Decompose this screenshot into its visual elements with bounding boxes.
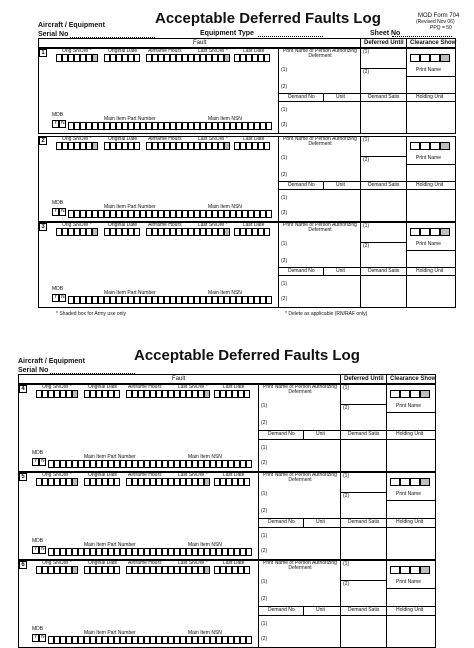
demand-1: (1) — [261, 532, 268, 539]
clearance-box[interactable] — [420, 142, 430, 150]
auth-1: (1) — [281, 67, 288, 73]
airframe-hours-label: Airframe Hours — [148, 136, 182, 142]
original-date-label: Original Date — [108, 222, 138, 228]
clearance-box[interactable] — [420, 478, 430, 486]
print-name-authorizing-label: Print Name of Person Authorizing Deferment — [283, 222, 357, 233]
last-date-label: Last Date — [243, 136, 265, 142]
demand-no-label: Demand No — [288, 181, 315, 188]
last-date-label: Last Date — [223, 472, 245, 478]
mdb-n: N — [41, 546, 45, 552]
print-name-label: Print Name — [416, 67, 442, 73]
clearance-box[interactable] — [390, 566, 400, 574]
last-snow-box[interactable] — [204, 478, 210, 486]
mdb-label: MDB — [52, 200, 64, 206]
deferred-1: (1) — [343, 473, 350, 479]
demand-satis-label: Demand Satis — [368, 93, 400, 100]
serial-no-label: Serial No — [38, 31, 69, 38]
clearance-box[interactable] — [410, 566, 420, 574]
equipment-type-label: Equipment Type — [200, 30, 254, 37]
unit-label: Unit — [336, 181, 345, 188]
demand-1: (1) — [281, 195, 288, 202]
main-nsn-label: Main Item NSN — [188, 542, 222, 548]
demand-satis-label: Demand Satis — [348, 518, 380, 525]
airframe-hours-label: Airframe Hours — [148, 48, 182, 54]
holding-unit-label: Holding Unit — [396, 430, 424, 437]
sheet-no-label: Sheet No — [370, 30, 401, 37]
main-part-number-label: Main Item Part Number — [104, 116, 156, 122]
clearance-box[interactable] — [410, 228, 420, 236]
orig-snow-box[interactable] — [72, 566, 78, 574]
holding-unit-label: Holding Unit — [396, 518, 424, 525]
deferred-2: (2) — [363, 157, 370, 163]
demand-1: (1) — [261, 620, 268, 627]
original-date-label: Original Date — [88, 384, 118, 390]
last-date-label: Last Date — [243, 48, 265, 54]
orig-snow-label: Orig SNOW * — [62, 222, 92, 228]
demand-1: (1) — [281, 107, 288, 114]
airframe-hours-label: Airframe Hours — [128, 560, 162, 566]
deferred-1: (1) — [363, 49, 370, 55]
last-date-box[interactable] — [244, 478, 250, 486]
last-snow-box[interactable] — [224, 54, 230, 62]
mdb-label: MDB — [32, 450, 44, 456]
mdb-label: MDB — [32, 626, 44, 632]
entry-number: 1 — [39, 49, 47, 57]
last-date-box[interactable] — [244, 390, 250, 398]
airframe-hours-label: Airframe Hours — [128, 472, 162, 478]
print-name-authorizing-label: Print Name of Person Authorizing Deferment — [263, 384, 337, 395]
footnote-delete: * Delete as applicable (RN/RAF only) — [285, 311, 368, 317]
main-part-number-label: Main Item Part Number — [104, 290, 156, 296]
auth-2: (2) — [261, 596, 268, 602]
airframe-hours-label: Airframe Hours — [128, 384, 162, 390]
holding-unit-label: Holding Unit — [416, 93, 444, 100]
clearance-box[interactable] — [390, 478, 400, 486]
deferred-1: (1) — [343, 385, 350, 391]
mdb-y: Y — [54, 208, 58, 214]
entry-number: 2 — [39, 137, 47, 145]
auth-1: (1) — [261, 579, 268, 585]
deferred-2: (2) — [343, 493, 350, 499]
clearance-box[interactable] — [400, 566, 410, 574]
mdb-y: Y — [34, 634, 38, 640]
orig-snow-box[interactable] — [92, 142, 98, 150]
main-part-number-label: Main Item Part Number — [84, 630, 136, 636]
print-name-label: Print Name — [416, 241, 442, 247]
last-snow-box[interactable] — [224, 228, 230, 236]
clearance-box[interactable] — [400, 478, 410, 486]
mdb-n: N — [61, 120, 65, 126]
auth-1: (1) — [281, 241, 288, 247]
demand-1: (1) — [281, 281, 288, 288]
last-date-box[interactable] — [264, 228, 270, 236]
clearance-box[interactable] — [420, 54, 430, 62]
demand-satis-label: Demand Satis — [348, 606, 380, 613]
orig-snow-box[interactable] — [92, 54, 98, 62]
entry-number: 5 — [19, 473, 27, 481]
print-name-label: Print Name — [396, 579, 422, 585]
auth-2: (2) — [281, 172, 288, 178]
last-snow-label: Last SNOW * — [178, 384, 208, 390]
original-date-box[interactable] — [134, 142, 140, 150]
form-ppq: PPQ = 50 — [430, 25, 452, 31]
demand-2: (2) — [281, 295, 288, 302]
nsn-box[interactable] — [246, 460, 252, 468]
main-nsn-label: Main Item NSN — [188, 630, 222, 636]
orig-snow-label: Orig SNOW * — [62, 48, 92, 54]
holding-unit-label: Holding Unit — [396, 606, 424, 613]
demand-satis-label: Demand Satis — [368, 267, 400, 274]
sheet-no-field[interactable] — [392, 36, 452, 37]
last-date-box[interactable] — [264, 142, 270, 150]
print-name-label: Print Name — [396, 491, 422, 497]
deferred-1: (1) — [343, 561, 350, 567]
unit-label: Unit — [336, 267, 345, 274]
demand-2: (2) — [281, 121, 288, 128]
nsn-box[interactable] — [246, 636, 252, 644]
entry-number: 3 — [39, 223, 47, 231]
unit-label: Unit — [336, 93, 345, 100]
auth-1: (1) — [281, 155, 288, 161]
col-fault: Fault — [172, 376, 186, 382]
col-deferred-until: Deferred Until — [364, 40, 404, 46]
main-part-number-label: Main Item Part Number — [84, 542, 136, 548]
last-date-label: Last Date — [243, 222, 265, 228]
clearance-box[interactable] — [430, 228, 440, 236]
mdb-label: MDB — [32, 538, 44, 544]
deferred-2: (2) — [343, 581, 350, 587]
col-fault: Fault — [193, 40, 207, 46]
main-nsn-label: Main Item NSN — [208, 204, 242, 210]
demand-2: (2) — [281, 209, 288, 216]
auth-1: (1) — [261, 403, 268, 409]
clearance-box[interactable] — [420, 390, 430, 398]
clearance-box[interactable] — [410, 54, 420, 62]
original-date-box[interactable] — [114, 478, 120, 486]
clearance-box[interactable] — [430, 142, 440, 150]
serial-no-label: Serial No — [18, 367, 49, 374]
original-date-label: Original Date — [88, 472, 118, 478]
demand-2: (2) — [261, 459, 268, 466]
orig-snow-box[interactable] — [72, 390, 78, 398]
demand-no-label: Demand No — [288, 267, 315, 274]
form-number: MOD Form 704 — [418, 13, 460, 19]
clearance-box[interactable] — [410, 142, 420, 150]
last-snow-box[interactable] — [224, 142, 230, 150]
original-date-label: Original Date — [108, 48, 138, 54]
orig-snow-box[interactable] — [92, 228, 98, 236]
clearance-box[interactable] — [400, 390, 410, 398]
clearance-box[interactable] — [420, 566, 430, 574]
footnote-shaded-box: * Shaded box for Army use only — [56, 311, 127, 317]
clearance-box[interactable] — [390, 390, 400, 398]
original-date-box[interactable] — [134, 228, 140, 236]
clearance-box[interactable] — [410, 478, 420, 486]
clearance-box[interactable] — [440, 54, 450, 62]
original-date-box[interactable] — [134, 54, 140, 62]
clearance-box[interactable] — [430, 54, 440, 62]
auth-2: (2) — [281, 258, 288, 264]
form-page-2 — [0, 347, 474, 642]
mdb-label: MDB — [52, 112, 64, 118]
demand-1: (1) — [261, 444, 268, 451]
print-name-authorizing-label: Print Name of Person Authorizing Deferment — [263, 560, 337, 571]
demand-2: (2) — [261, 547, 268, 554]
original-date-label: Original Date — [88, 560, 118, 566]
mdb-n: N — [61, 294, 65, 300]
last-date-box[interactable] — [264, 54, 270, 62]
col-deferred-until: Deferred Until — [344, 376, 384, 382]
original-date-box[interactable] — [114, 390, 120, 398]
orig-snow-label: Orig SNOW * — [62, 136, 92, 142]
orig-snow-box[interactable] — [72, 478, 78, 486]
demand-no-label: Demand No — [268, 606, 295, 613]
orig-snow-label: Orig SNOW * — [42, 472, 72, 478]
mdb-y: Y — [54, 120, 58, 126]
mdb-n: N — [61, 208, 65, 214]
entry-number: 4 — [19, 385, 27, 393]
mdb-n: N — [41, 634, 45, 640]
last-date-label: Last Date — [223, 560, 245, 566]
holding-unit-label: Holding Unit — [416, 181, 444, 188]
print-name-authorizing-label: Print Name of Person Authorizing Deferment — [283, 136, 357, 147]
form-revised: (Revised Nov 06) — [416, 19, 455, 25]
demand-satis-label: Demand Satis — [348, 430, 380, 437]
deferred-2: (2) — [343, 405, 350, 411]
last-snow-label: Last SNOW * — [198, 222, 228, 228]
auth-2: (2) — [281, 84, 288, 90]
print-name-authorizing-label: Print Name of Person Authorizing Deferment — [283, 48, 357, 59]
form-title: Acceptable Deferred Faults Log — [134, 347, 360, 364]
last-snow-label: Last SNOW * — [178, 560, 208, 566]
nsn-box[interactable] — [246, 548, 252, 556]
last-snow-box[interactable] — [204, 390, 210, 398]
mdb-y: Y — [34, 458, 38, 464]
mdb-n: N — [41, 458, 45, 464]
demand-satis-label: Demand Satis — [368, 181, 400, 188]
nsn-box[interactable] — [266, 296, 272, 304]
mdb-label: MDB — [52, 286, 64, 292]
demand-no-label: Demand No — [268, 518, 295, 525]
form-title: Acceptable Deferred Faults Log — [155, 10, 381, 27]
main-nsn-label: Main Item NSN — [208, 116, 242, 122]
last-snow-label: Last SNOW * — [178, 472, 208, 478]
last-snow-box[interactable] — [204, 566, 210, 574]
demand-no-label: Demand No — [268, 430, 295, 437]
clearance-box[interactable] — [440, 142, 450, 150]
main-nsn-label: Main Item NSN — [208, 290, 242, 296]
demand-2: (2) — [261, 635, 268, 642]
orig-snow-label: Orig SNOW * — [42, 560, 72, 566]
original-date-box[interactable] — [114, 566, 120, 574]
main-nsn-label: Main Item NSN — [188, 454, 222, 460]
auth-2: (2) — [261, 420, 268, 426]
nsn-box[interactable] — [266, 122, 272, 130]
col-clearance-show: Clearance Show — [390, 376, 437, 382]
deferred-2: (2) — [363, 243, 370, 249]
print-name-label: Print Name — [396, 403, 422, 409]
deferred-2: (2) — [363, 69, 370, 75]
aircraft-equipment-label: Aircraft / Equipment — [18, 358, 85, 365]
clearance-box[interactable] — [420, 228, 430, 236]
unit-label: Unit — [316, 518, 325, 525]
original-date-label: Original Date — [108, 136, 138, 142]
main-part-number-label: Main Item Part Number — [84, 454, 136, 460]
equipment-type-field[interactable] — [258, 36, 323, 37]
airframe-hours-label: Airframe Hours — [148, 222, 182, 228]
demand-no-label: Demand No — [288, 93, 315, 100]
mdb-y: Y — [34, 546, 38, 552]
holding-unit-label: Holding Unit — [416, 267, 444, 274]
last-snow-label: Last SNOW * — [198, 48, 228, 54]
col-clearance-show: Clearance Show — [410, 40, 457, 46]
last-snow-label: Last SNOW * — [198, 136, 228, 142]
aircraft-equipment-label: Aircraft / Equipment — [38, 22, 105, 29]
entry-number: 6 — [19, 561, 27, 569]
deferred-1: (1) — [363, 137, 370, 143]
main-part-number-label: Main Item Part Number — [104, 204, 156, 210]
auth-1: (1) — [261, 491, 268, 497]
clearance-box[interactable] — [440, 228, 450, 236]
unit-label: Unit — [316, 430, 325, 437]
orig-snow-label: Orig SNOW * — [42, 384, 72, 390]
auth-2: (2) — [261, 508, 268, 514]
clearance-box[interactable] — [410, 390, 420, 398]
print-name-authorizing-label: Print Name of Person Authorizing Deferment — [263, 472, 337, 483]
deferred-1: (1) — [363, 223, 370, 229]
unit-label: Unit — [316, 606, 325, 613]
last-date-box[interactable] — [244, 566, 250, 574]
last-date-label: Last Date — [223, 384, 245, 390]
nsn-box[interactable] — [266, 210, 272, 218]
print-name-label: Print Name — [416, 155, 442, 161]
mdb-y: Y — [54, 294, 58, 300]
